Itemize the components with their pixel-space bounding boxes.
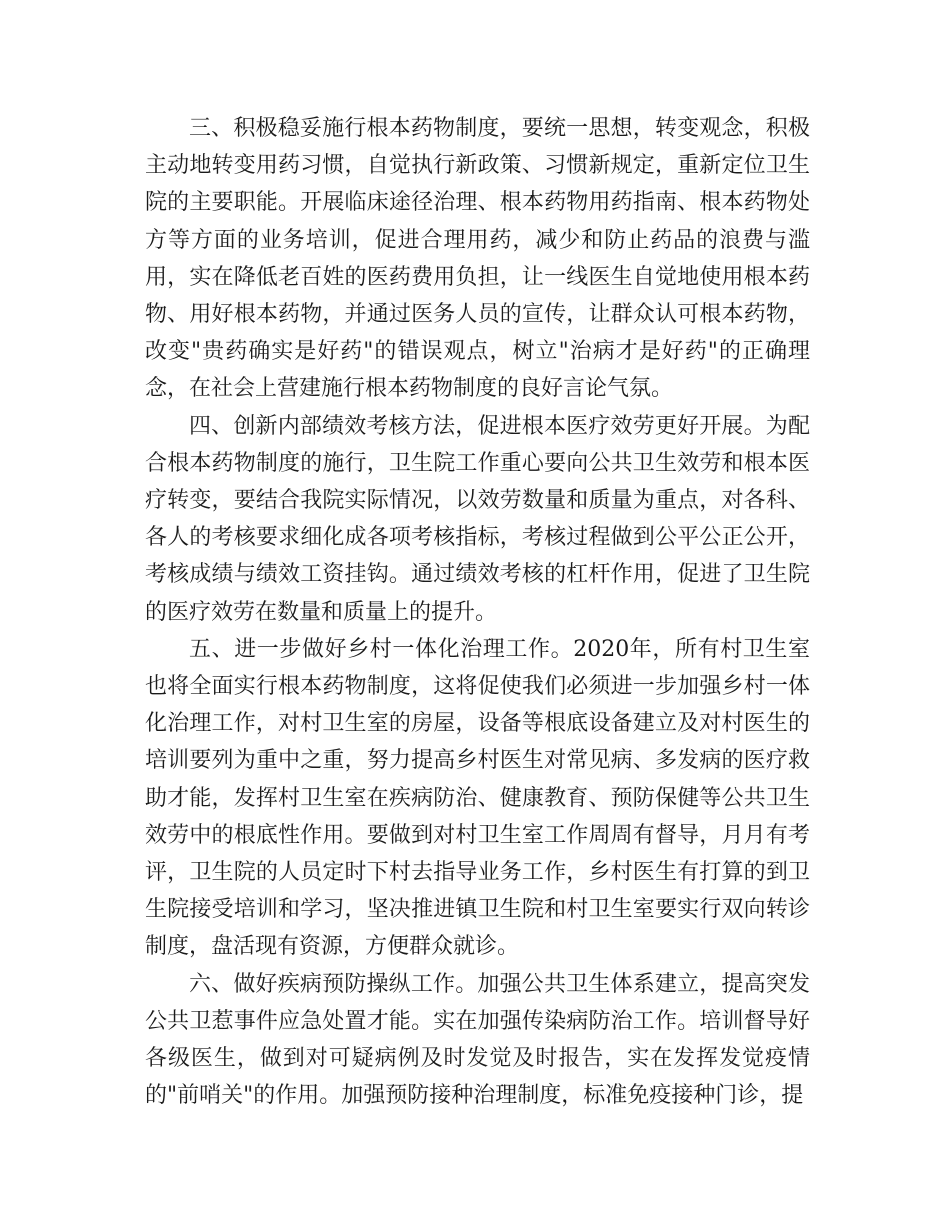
paragraph-disease-prevention: 六、做好疾病预防操纵工作。加强公共卫生体系建立，提高突发公共卫惹事件应急处置才能。实在加强传染病防治工作。培训督导好各级医生，做到对可疑病例及时发觉及时报告，实在发挥发觉疫情的"前哨关"的作用。加强预防接种治理制度，标准免疫接种门诊，提 <box>145 971 810 1109</box>
paragraph-essential-drug-system: 三、积极稳妥施行根本药物制度，要统一思想，转变观念，积极主动地转变用药习惯，自觉执行新政策、习惯新规定，重新定位卫生院的主要职能。开展临床途径治理、根本药物用药指南、根本药物处方等方面的业务培训，促进合理用药，减少和防止药品的浪费与滥用，实在降低老百姓的医药费用负担，让一线医生自觉地使用根本药物、用好根本药物，并通过医务人员的宣传，让群众认可根本药物，改变"贵药确实是好药"的错误观点，树立"治病才是好药"的正确理念，在社会上营建施行根本药物制度的良好言论气氛。 <box>145 116 810 402</box>
paragraph-performance-assessment: 四、创新内部绩效考核方法，促进根本医疗效劳更好开展。为配合根本药物制度的施行，卫生院工作重心要向公共卫生效劳和根本医疗转变，要结合我院实际情况，以效劳数量和质量为重点，对各科、各人的考核要求细化成各项考核指标，考核过程做到公平公正公开，考核成绩与绩效工资挂钩。通过绩效考核的杠杆作用，促进了卫生院的医疗效劳在数量和质量上的提升。 <box>145 413 810 625</box>
document-page <box>145 110 810 1114</box>
paragraph-rural-integration: 五、进一步做好乡村一体化治理工作。2020年，所有村卫生室也将全面实行根本药物制度，这将促使我们必须进一步加强乡村一体化治理工作，对村卫生室的房屋，设备等根底设备建立及对村医生的培训要列为重中之重，努力提高乡村医生对常见病、多发病的医疗救助才能，发挥村卫生室在疾病防治、健康教育、预防保健等公共卫生效劳中的根底性作用。要做到对村卫生室工作周周有督导，月月有考评，卫生院的人员定时下村去指导业务工作，乡村医生有打算的到卫生院接受培训和学习，坚决推进镇卫生院和村卫生室要实行双向转诊制度，盘活现有资源，方便群众就诊。 <box>145 636 810 960</box>
